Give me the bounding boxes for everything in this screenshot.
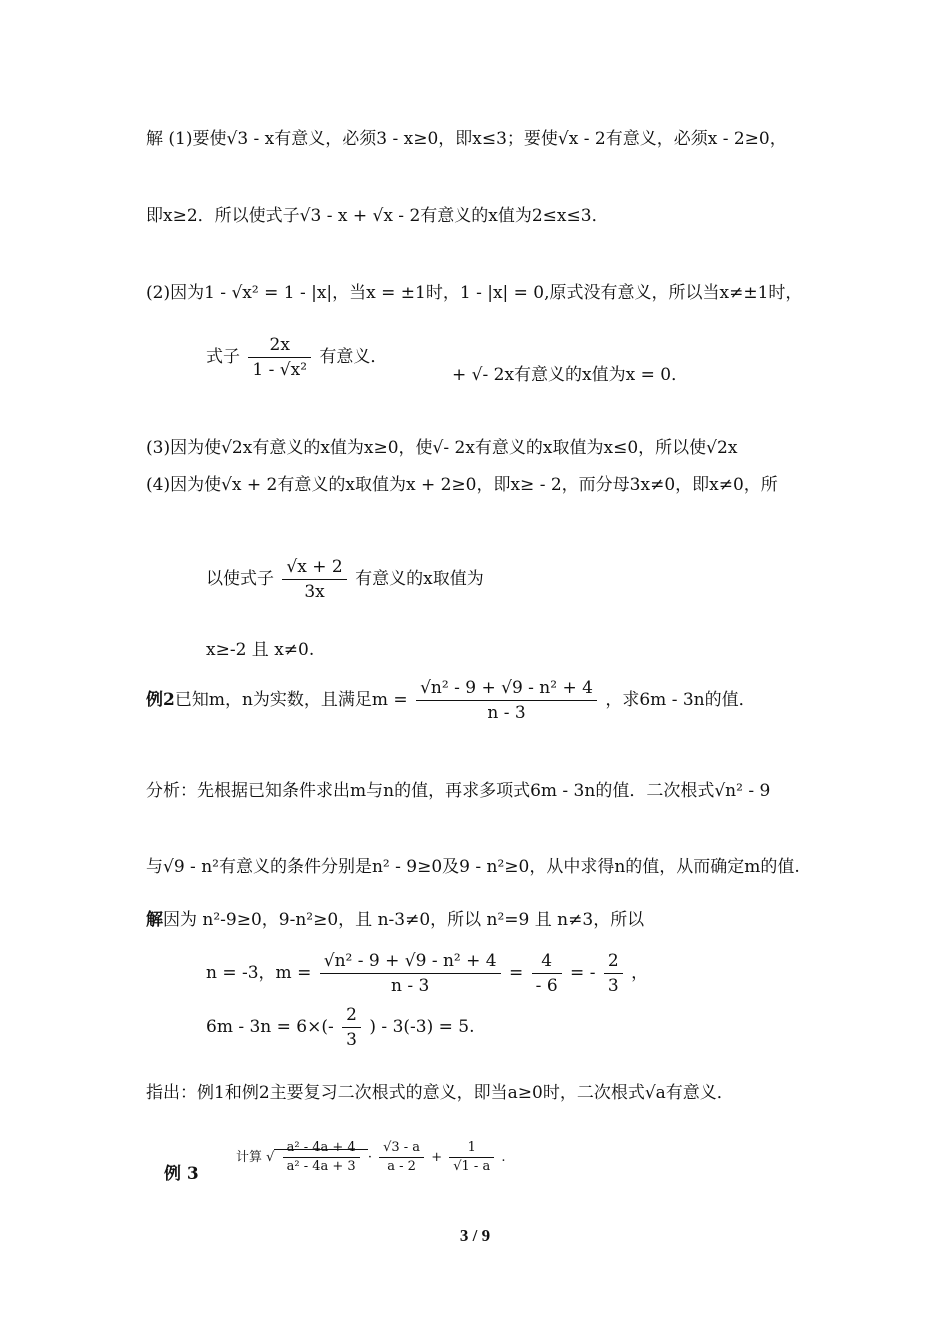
fraction-denominator: - 6	[532, 973, 562, 997]
fraction	[532, 950, 562, 997]
fraction-numerator: 4	[541, 951, 553, 971]
fraction-numerator: √n² - 9 + √9 - n² + 4	[420, 678, 593, 698]
fraction-numerator: √x + 2	[286, 557, 343, 577]
fraction-numerator: 1	[467, 1140, 476, 1155]
text: = -	[570, 963, 596, 983]
example-3-label: 例 3	[164, 1164, 199, 1184]
line-part-4-expression	[206, 556, 484, 603]
text: 有意义的x取值为	[355, 569, 484, 589]
sqrt	[266, 1140, 368, 1174]
fraction-numerator: 2	[607, 951, 619, 971]
text: n = -3，m =	[206, 963, 312, 983]
line-solution-1: 解 (1)要使√3 - x有意义，必须3 - x≥0，即x≤3；要使√x - 2有意义，必须x - 2≥0，	[146, 129, 787, 149]
text: 式子	[206, 347, 240, 367]
text: 有意义．	[319, 347, 388, 367]
line-part-3: (3)因为使√2x有意义的x值为x≥0，使√- 2x有意义的x取值为x≤0，所以使√2x	[146, 438, 738, 458]
fraction	[379, 1140, 424, 1175]
line-part-2: (2)因为1 - √x² = 1 - |x|，当x = ±1时，1 - |x| = 0,原式没有意义，所以当x≠±1时，	[146, 283, 803, 303]
fraction-denominator: 3	[604, 973, 623, 997]
text: 6m - 3n = 6×(-	[206, 1017, 334, 1037]
text: 以使式子	[206, 569, 274, 589]
page-number: 3 / 9	[459, 1226, 491, 1245]
fraction	[342, 1004, 361, 1051]
solution-label: 解	[146, 910, 163, 930]
line-part-2-expression	[206, 334, 387, 381]
text: ) - 3(-3) = 5.	[369, 1017, 475, 1037]
fraction	[282, 556, 346, 603]
line-solution-2-eq2	[206, 1004, 475, 1051]
fraction	[320, 950, 501, 997]
line-part-4: (4)因为使√x + 2有意义的x取值为x + 2≥0，即x≥ - 2，而分母3x≠0，即x≠0，所	[146, 475, 778, 495]
fraction	[283, 1140, 360, 1175]
example-label: 例2	[146, 690, 175, 710]
fraction-denominator: 3x	[282, 579, 346, 603]
fraction-denominator: n - 3	[416, 700, 597, 724]
fraction	[449, 1140, 494, 1175]
fraction-denominator: √1 - a	[449, 1157, 494, 1175]
text: +	[431, 1150, 443, 1165]
text: 因为 n²-9≥0，9-n²≥0，且 n-3≠0，所以 n²=9 且 n≠3，所以	[163, 910, 645, 930]
text: 已知m，n为实数，且满足m =	[174, 690, 408, 710]
text: 计算	[236, 1150, 263, 1165]
fraction	[248, 334, 311, 381]
line-note: 指出：例1和例2主要复习二次根式的意义，即当a≥0时，二次根式√a有意义．	[146, 1083, 734, 1103]
fraction-denominator: 3	[342, 1027, 361, 1051]
fraction-numerator: √n² - 9 + √9 - n² + 4	[323, 951, 497, 971]
fraction-denominator: a² - 4a + 3	[283, 1157, 360, 1175]
line-solution-2-eq1	[206, 950, 648, 997]
fraction-numerator: 2	[346, 1005, 357, 1025]
line-part-2-side: + √- 2x有意义的x值为x = 0．	[452, 365, 689, 385]
radicand	[274, 1140, 367, 1174]
fraction-numerator: √3 - a	[383, 1140, 421, 1155]
fraction-denominator: n - 3	[320, 973, 501, 997]
line-solution-1-cont: 即x≥2．所以使式子√3 - x + √x - 2有意义的x值为2≤x≤3．	[146, 206, 609, 226]
fraction	[604, 950, 623, 997]
fraction-numerator: 2x	[269, 335, 290, 355]
line-example-2	[146, 677, 756, 724]
text: ，求6m - 3n的值．	[605, 690, 756, 710]
line-analysis-cont: 与√9 - n²有意义的条件分别是n² - 9≥0及9 - n²≥0，从中求得n的值，从而确定m的值.	[146, 857, 800, 877]
text: =	[509, 963, 524, 983]
line-part-4-result: x≥-2 且 x≠0.	[206, 640, 315, 660]
line-example-3-expression	[236, 1140, 506, 1175]
text: .	[501, 1150, 506, 1165]
fraction-numerator: a² - 4a + 4	[286, 1140, 356, 1155]
radical-sign: √	[266, 1150, 275, 1165]
line-analysis: 分析：先根据已知条件求出m与n的值，再求多项式6m - 3n的值．二次根式√n² - 9	[146, 781, 771, 801]
fraction-denominator: 1 - √x²	[248, 357, 311, 381]
fraction	[416, 677, 597, 724]
text: ，	[631, 963, 649, 983]
line-solution-2	[146, 909, 644, 931]
fraction-denominator: a - 2	[379, 1157, 424, 1175]
text: ·	[367, 1150, 372, 1165]
